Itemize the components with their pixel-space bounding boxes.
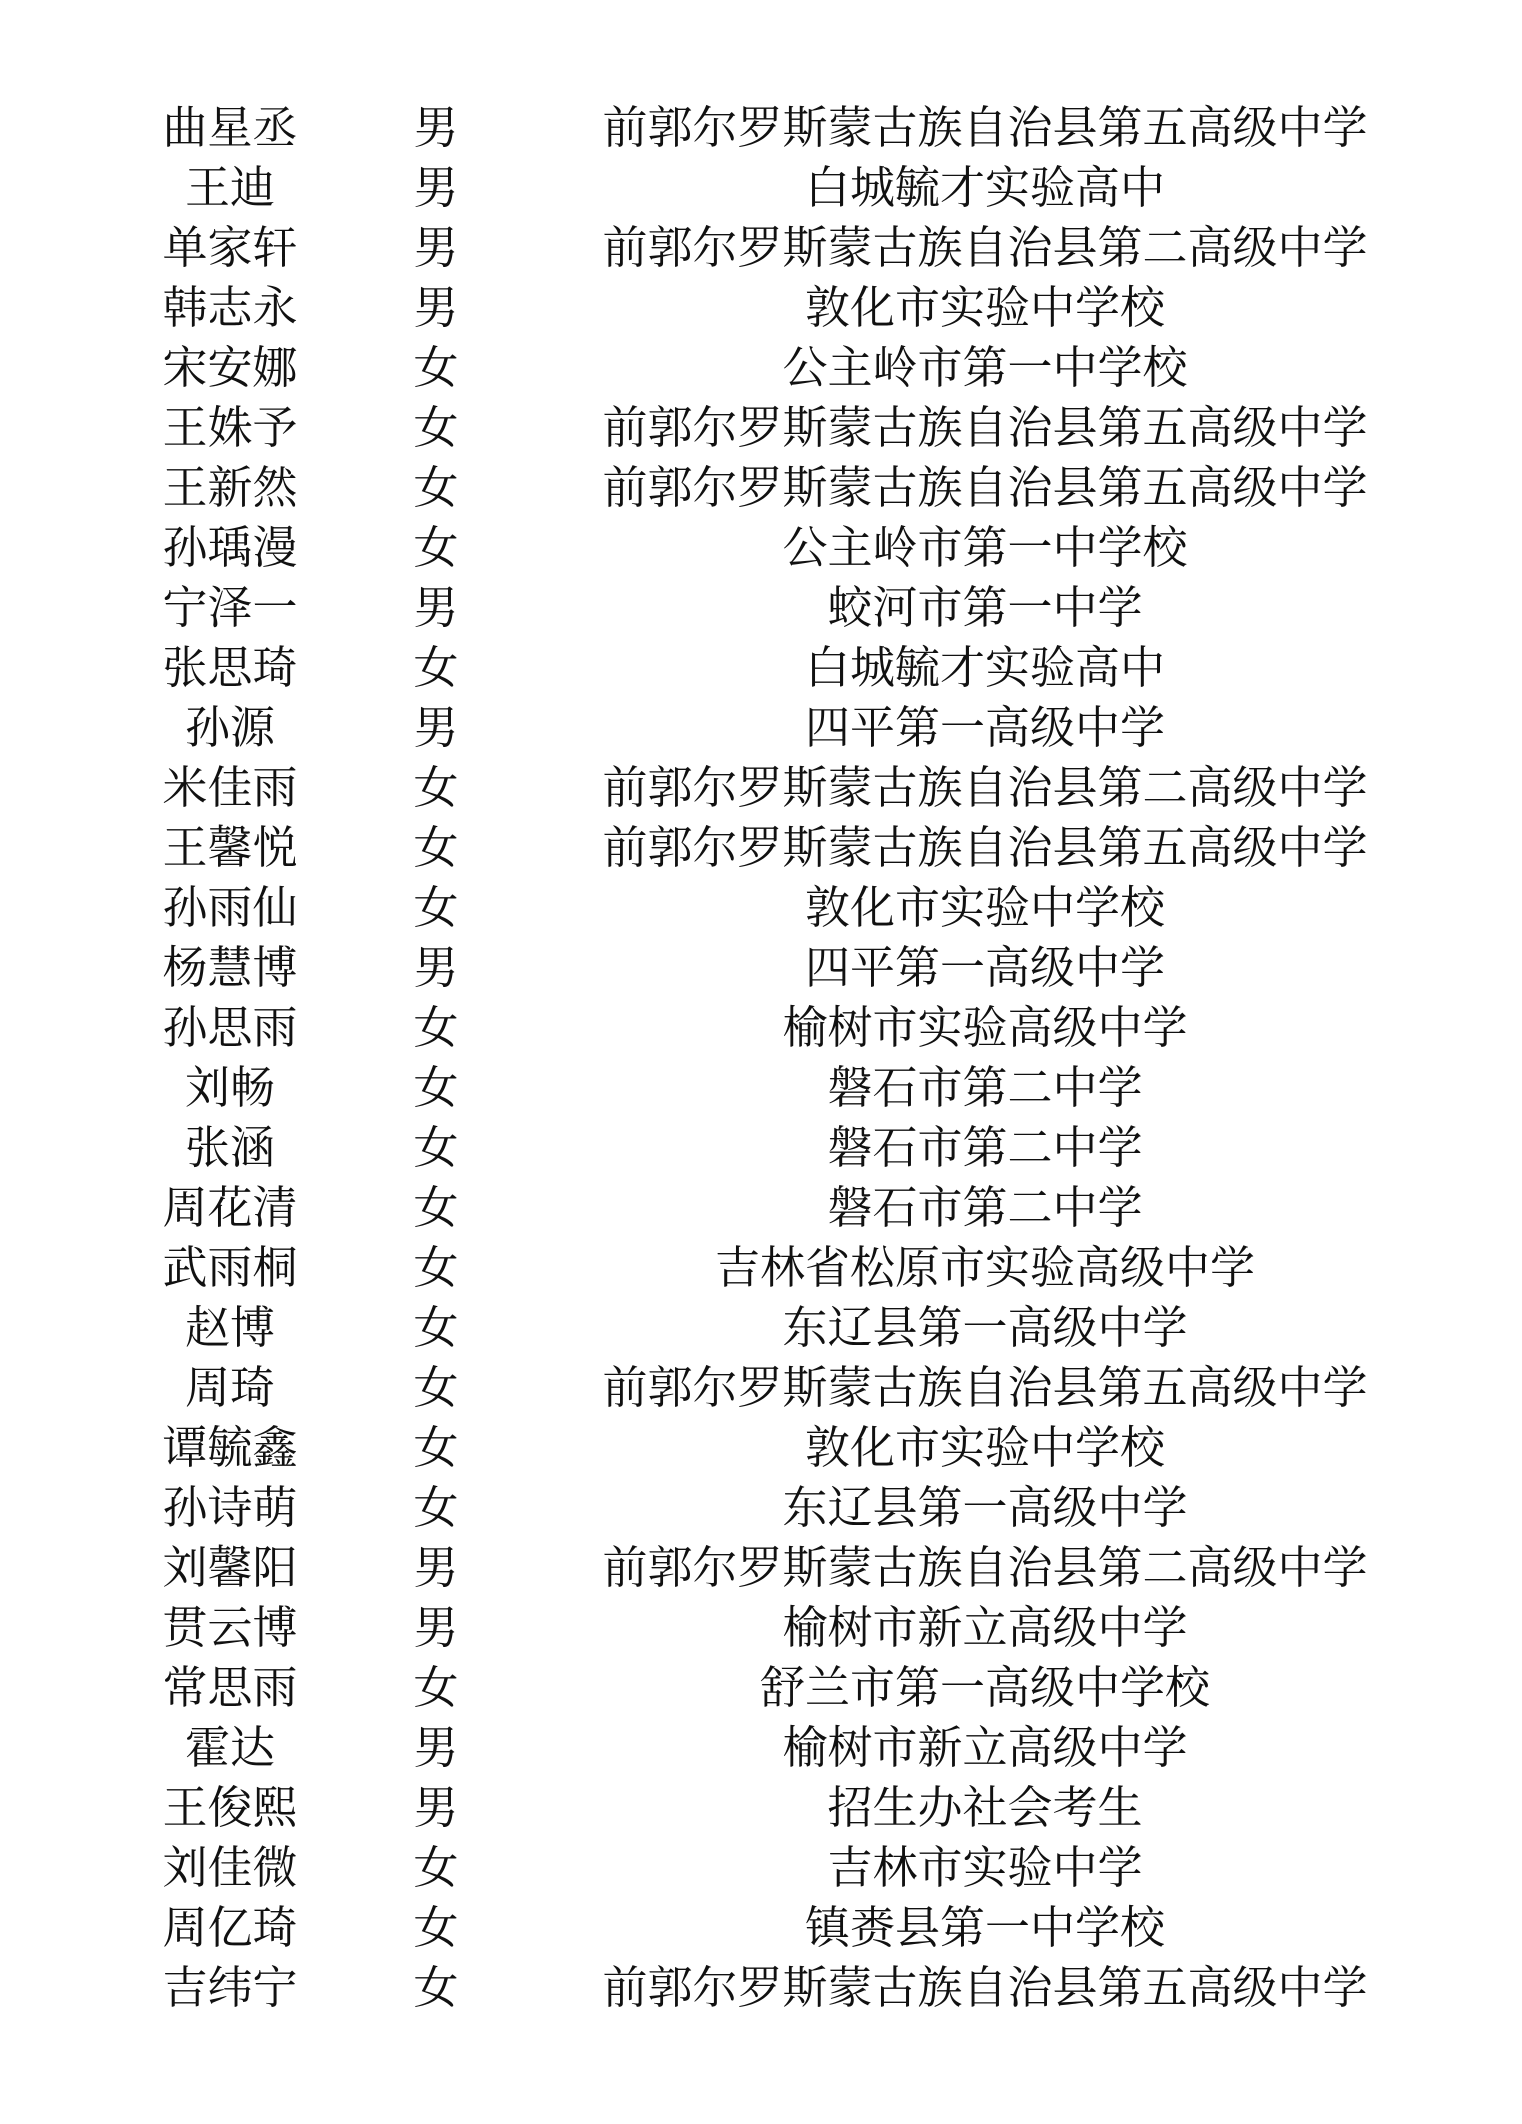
table-row [0,1838,1522,1898]
student-name: 孙雨仙 [162,881,298,934]
student-gender: 男 [413,941,459,994]
table-row [0,878,1522,938]
student-school: 公主岭市第一中学校 [782,341,1188,394]
table-row [0,758,1522,818]
table-row [0,698,1522,758]
student-school: 东辽县第一高级中学 [782,1301,1188,1354]
student-school: 前郭尔罗斯蒙古族自治县第五高级中学 [602,401,1368,454]
student-gender: 男 [413,1541,459,1594]
table-row [0,1058,1522,1118]
student-name: 武雨桐 [162,1241,298,1294]
student-name: 孙源 [184,701,275,754]
student-gender: 女 [413,881,459,934]
student-gender: 女 [413,641,459,694]
table-row [0,1418,1522,1478]
student-gender: 女 [413,1421,459,1474]
student-gender: 女 [413,461,459,514]
student-school: 前郭尔罗斯蒙古族自治县第五高级中学 [602,1961,1368,2014]
table-row [0,1238,1522,1298]
student-school: 榆树市新立高级中学 [782,1721,1188,1774]
table-row [0,818,1522,878]
student-gender: 女 [413,341,459,394]
student-gender: 男 [413,1781,459,1834]
student-school: 敦化市实验中学校 [804,1421,1165,1474]
student-name: 贯云博 [162,1601,298,1654]
table-row [0,1898,1522,1958]
student-list [0,98,1522,2018]
student-name: 孙瑀漫 [162,521,298,574]
table-row [0,1118,1522,1178]
student-gender: 女 [413,1481,459,1534]
table-row [0,218,1522,278]
student-name: 周花清 [162,1181,298,1234]
table-row [0,1718,1522,1778]
table-row [0,98,1522,158]
student-school: 榆树市新立高级中学 [782,1601,1188,1654]
table-row [0,1178,1522,1238]
student-school: 前郭尔罗斯蒙古族自治县第五高级中学 [602,1361,1368,1414]
student-name: 周琦 [184,1361,275,1414]
student-name: 周亿琦 [162,1901,298,1954]
student-name: 曲星丞 [162,101,298,154]
student-school: 舒兰市第一高级中学校 [759,1661,1210,1714]
student-school: 四平第一高级中学 [804,941,1165,994]
student-school: 前郭尔罗斯蒙古族自治县第五高级中学 [602,101,1368,154]
student-name: 王新然 [162,461,298,514]
table-row [0,998,1522,1058]
table-row [0,458,1522,518]
student-school: 蛟河市第一中学 [827,581,1143,634]
student-school: 磐石市第二中学 [827,1061,1143,1114]
table-row [0,1958,1522,2018]
table-row [0,518,1522,578]
student-school: 吉林市实验中学 [827,1841,1143,1894]
student-school: 东辽县第一高级中学 [782,1481,1188,1534]
student-name: 孙诗萌 [162,1481,298,1534]
table-row [0,1298,1522,1358]
student-school: 白城毓才实验高中 [804,641,1165,694]
table-row [0,1358,1522,1418]
student-name: 刘畅 [184,1061,275,1114]
student-gender: 女 [413,1361,459,1414]
student-name: 谭毓鑫 [162,1421,298,1474]
student-name: 张思琦 [162,641,298,694]
student-gender: 女 [413,1181,459,1234]
student-school: 四平第一高级中学 [804,701,1165,754]
table-row [0,278,1522,338]
student-name: 王馨悦 [162,821,298,874]
table-row [0,398,1522,458]
student-school: 白城毓才实验高中 [804,161,1165,214]
student-gender: 女 [413,401,459,454]
student-name: 霍达 [184,1721,275,1774]
student-school: 榆树市实验高级中学 [782,1001,1188,1054]
student-gender: 男 [413,221,459,274]
student-gender: 女 [413,1661,459,1714]
student-gender: 男 [413,281,459,334]
student-school: 吉林省松原市实验高级中学 [714,1241,1255,1294]
student-name: 张涵 [184,1121,275,1174]
table-row [0,1478,1522,1538]
student-school: 前郭尔罗斯蒙古族自治县第五高级中学 [602,461,1368,514]
table-row [0,1658,1522,1718]
student-gender: 男 [413,101,459,154]
student-gender: 女 [413,1241,459,1294]
student-school: 前郭尔罗斯蒙古族自治县第二高级中学 [602,221,1368,274]
student-school: 前郭尔罗斯蒙古族自治县第二高级中学 [602,761,1368,814]
student-school: 前郭尔罗斯蒙古族自治县第二高级中学 [602,1541,1368,1594]
student-name: 单家轩 [162,221,298,274]
student-school: 敦化市实验中学校 [804,281,1165,334]
student-gender: 女 [413,1121,459,1174]
table-row [0,338,1522,398]
student-gender: 男 [413,701,459,754]
student-gender: 女 [413,521,459,574]
student-name: 米佳雨 [162,761,298,814]
table-row [0,1778,1522,1838]
student-name: 宋安娜 [162,341,298,394]
student-school: 磐石市第二中学 [827,1121,1143,1174]
student-gender: 女 [413,1841,459,1894]
student-name: 宁泽一 [162,581,298,634]
table-row [0,158,1522,218]
student-gender: 男 [413,581,459,634]
student-name: 赵博 [184,1301,275,1354]
student-school: 镇赉县第一中学校 [804,1901,1165,1954]
student-name: 韩志永 [162,281,298,334]
student-gender: 女 [413,1301,459,1354]
student-name: 孙思雨 [162,1001,298,1054]
student-school: 敦化市实验中学校 [804,881,1165,934]
table-row [0,1598,1522,1658]
student-school: 公主岭市第一中学校 [782,521,1188,574]
student-gender: 女 [413,761,459,814]
table-row [0,938,1522,998]
student-name: 吉纬宁 [162,1961,298,2014]
student-school: 磐石市第二中学 [827,1181,1143,1234]
student-school: 前郭尔罗斯蒙古族自治县第五高级中学 [602,821,1368,874]
student-gender: 男 [413,1721,459,1774]
student-gender: 女 [413,1061,459,1114]
student-gender: 女 [413,821,459,874]
student-gender: 女 [413,1001,459,1054]
student-name: 刘馨阳 [162,1541,298,1594]
student-gender: 女 [413,1961,459,2014]
table-row [0,1538,1522,1598]
student-name: 刘佳微 [162,1841,298,1894]
student-name: 王姝予 [162,401,298,454]
student-gender: 男 [413,1601,459,1654]
table-row [0,578,1522,638]
student-gender: 女 [413,1901,459,1954]
table-row [0,638,1522,698]
student-school: 招生办社会考生 [827,1781,1143,1834]
student-gender: 男 [413,161,459,214]
student-name: 王俊熙 [162,1781,298,1834]
student-name: 常思雨 [162,1661,298,1714]
student-name: 王迪 [184,161,275,214]
student-name: 杨慧博 [162,941,298,994]
